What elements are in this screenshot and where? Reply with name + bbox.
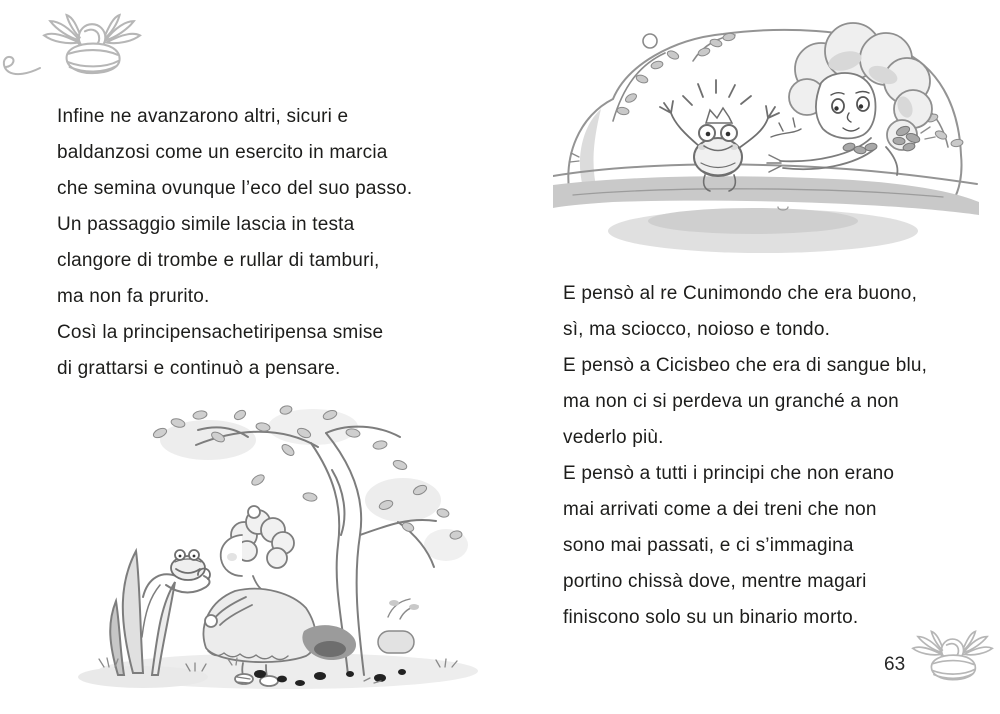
- text-line: che semina ovunque l’eco del suo passo.: [57, 178, 413, 199]
- text-line: finiscono solo su un binario morto.: [563, 607, 859, 628]
- text-line: sì, ma sciocco, noioso e tondo.: [563, 319, 831, 340]
- right-page-text: [563, 276, 983, 636]
- text-line: Così la principensachetiripensa smise: [57, 322, 384, 343]
- flying-snail-icon: [906, 625, 994, 687]
- text-line: ma non ci si perdeva un granché a non: [563, 391, 899, 412]
- text-line: mai arrivati come a dei treni che non: [563, 499, 877, 520]
- text-line: E pensò al re Cunimondo che era buono,: [563, 283, 918, 304]
- text-line: clangore di trombe e rullar di tamburi,: [57, 250, 380, 271]
- flying-snail-icon: [0, 12, 150, 82]
- page-number: 63: [884, 654, 906, 675]
- illustration-princess-under-tree: [48, 385, 478, 700]
- text-line: ma non fa prurito.: [57, 286, 210, 307]
- text-line: Infine ne avanzarono altri, sicuri e: [57, 106, 349, 127]
- illustration-princess-and-crowned-frog: [553, 5, 983, 270]
- text-line: vederlo più.: [563, 427, 664, 448]
- text-line: E pensò a tutti i principi che non erano: [563, 463, 895, 484]
- text-line: E pensò a Cicisbeo che era di sangue blu,: [563, 355, 928, 376]
- text-line: Un passaggio simile lascia in testa: [57, 214, 355, 235]
- left-page-text: [57, 99, 477, 387]
- text-line: portino chissà dove, mentre magari: [563, 571, 867, 592]
- text-line: sono mai passati, e ci s’immagina: [563, 535, 854, 556]
- text-line: baldanzosi come un esercito in marcia: [57, 142, 388, 163]
- text-line: di grattarsi e continuò a pensare.: [57, 358, 341, 379]
